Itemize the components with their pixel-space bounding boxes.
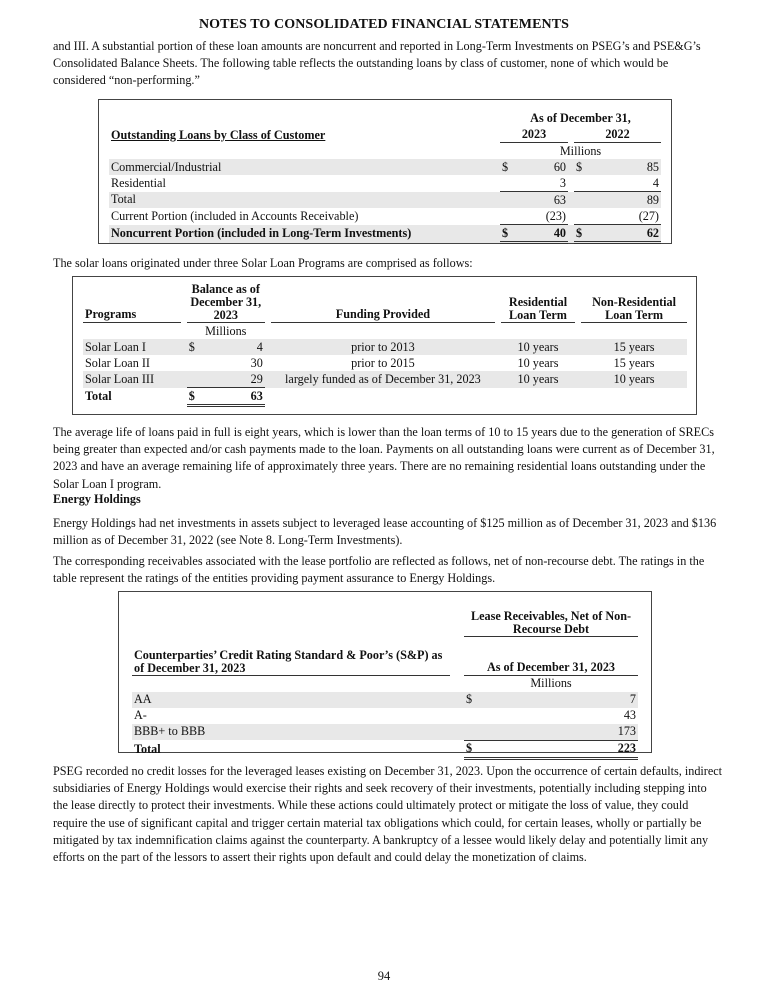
average-life-paragraph: The average life of loans paid in full is eight years, which is lower than the loan terms of 10 to 15 years due to the generation of SRECs being greater than expected and/or cash payments made to the loan. Payments on all outstanding loans were current as of December 31, 2023 and have an average remaining life of approximately three years. There are no remaining residential loans outstanding under the Solar Loan I program. <box>53 425 715 491</box>
unit-label: Millions <box>559 143 602 158</box>
loans-table-title: Outstanding Loans by Class of Customer <box>111 127 326 142</box>
col-res-term: Residential Loan Term <box>501 283 575 323</box>
table-row: BBB+ to BBB 173 <box>134 724 636 739</box>
table-row: AA $ 7 <box>134 692 636 706</box>
col-as-of-date: As of December 31, 2023 <box>464 637 638 676</box>
header-as-of: As of December 31, <box>530 111 631 125</box>
solar-intro-paragraph: The solar loans originated under three Solar Loan Programs are comprised as follows: <box>53 256 473 270</box>
outstanding-loans-table <box>109 110 661 244</box>
table-row: Total 63 89 <box>111 192 659 207</box>
energy-holdings-heading: Energy Holdings <box>53 492 141 506</box>
col-credit-rating: Counterparties’ Credit Rating Standard & Poor’s (S&P) as of December 31, 2023 <box>132 637 450 676</box>
lease-receivables-table <box>132 600 638 760</box>
table-row: A- 43 <box>134 708 636 722</box>
col-balance: Balance as of December 31, 2023 <box>187 283 265 323</box>
unit-label: Millions <box>530 676 572 690</box>
header-2022: 2022 <box>574 126 661 143</box>
table-row: Current Portion (included in Accounts Receivable) (23) (27) <box>111 208 659 223</box>
table-row-total: Total $ 63 <box>83 388 687 406</box>
solar-loans-table <box>83 283 687 407</box>
outstanding-loans-table-box <box>98 99 672 244</box>
table-row-total: Total $ 223 <box>132 740 638 758</box>
receivables-paragraph: The corresponding receivables associated with the lease portfolio are reflected as follows, net of non-recourse debt. The ratings in the table represent the ratings of the entities providing payment assurance to Energy Holdings. <box>53 554 705 586</box>
col-lease-receivables: Lease Receivables, Net of Non-Recourse Debt <box>464 600 638 637</box>
page-number: 94 <box>377 969 391 983</box>
table-row: Solar Loan I $ 4 prior to 2013 10 years 15 years <box>83 339 687 355</box>
header-2023: 2023 <box>500 126 568 143</box>
col-nonres-term: Non-Residential Loan Term <box>581 283 687 323</box>
col-programs: Programs <box>83 283 181 323</box>
table-row: Residential 3 4 <box>111 175 659 190</box>
solar-loans-table-box <box>72 276 697 415</box>
table-row: Solar Loan II 30 prior to 2015 10 years 15 years <box>85 355 655 370</box>
table-row: Solar Loan III 29 largely funded as of December 31, 2023 10 years 10 years <box>83 371 687 388</box>
lease-receivables-table-box <box>118 591 652 756</box>
credit-loss-paragraph: PSEG recorded no credit losses for the leveraged leases existing on December 31, 2023. Upon the occurrence of certain defaults, indirect subsidiaries of Energy Holdings would exercise their rights and seek recovery of their investments, potentially including stepping into the lease directly to protect their investments. While these actions could ultimately protect or mitigate the loss of value, they could require the use of significant capital and trigger certain material tax obligations which could, for certain leases, wholly or partially be mitigated by tax indemnification claims against the counterparty. A bankruptcy of a lessee would likely delay and potentially limit any efforts on the part of the lessors to assert their rights upon default and could delay the monetization of claims. <box>53 764 723 865</box>
col-funding: Funding Provided <box>271 283 495 323</box>
energy-holdings-paragraph: Energy Holdings had net investments in assets subject to leveraged lease accounting of $125 million as of December 31, 2023 and $136 million as of December 31, 2022 (see Note 8. Long-Term Investments). <box>53 516 717 548</box>
intro-paragraph: and III. A substantial portion of these loan amounts are noncurrent and reported in Long-Term Investments on PSEG’s and PSE&G’s Consolidated Balance Sheets. The following table reflects the outstanding loans by class of customer, none of which would be considered “non-performing.” <box>53 39 701 88</box>
page-title: NOTES TO CONSOLIDATED FINANCIAL STATEMENTS <box>198 17 570 32</box>
unit-label: Millions <box>205 323 247 338</box>
table-row: Commercial/Industrial $ 60 $ 85 <box>111 159 659 174</box>
table-row: Noncurrent Portion (included in Long-Term Investments) $ 40 $ 62 <box>109 225 661 243</box>
